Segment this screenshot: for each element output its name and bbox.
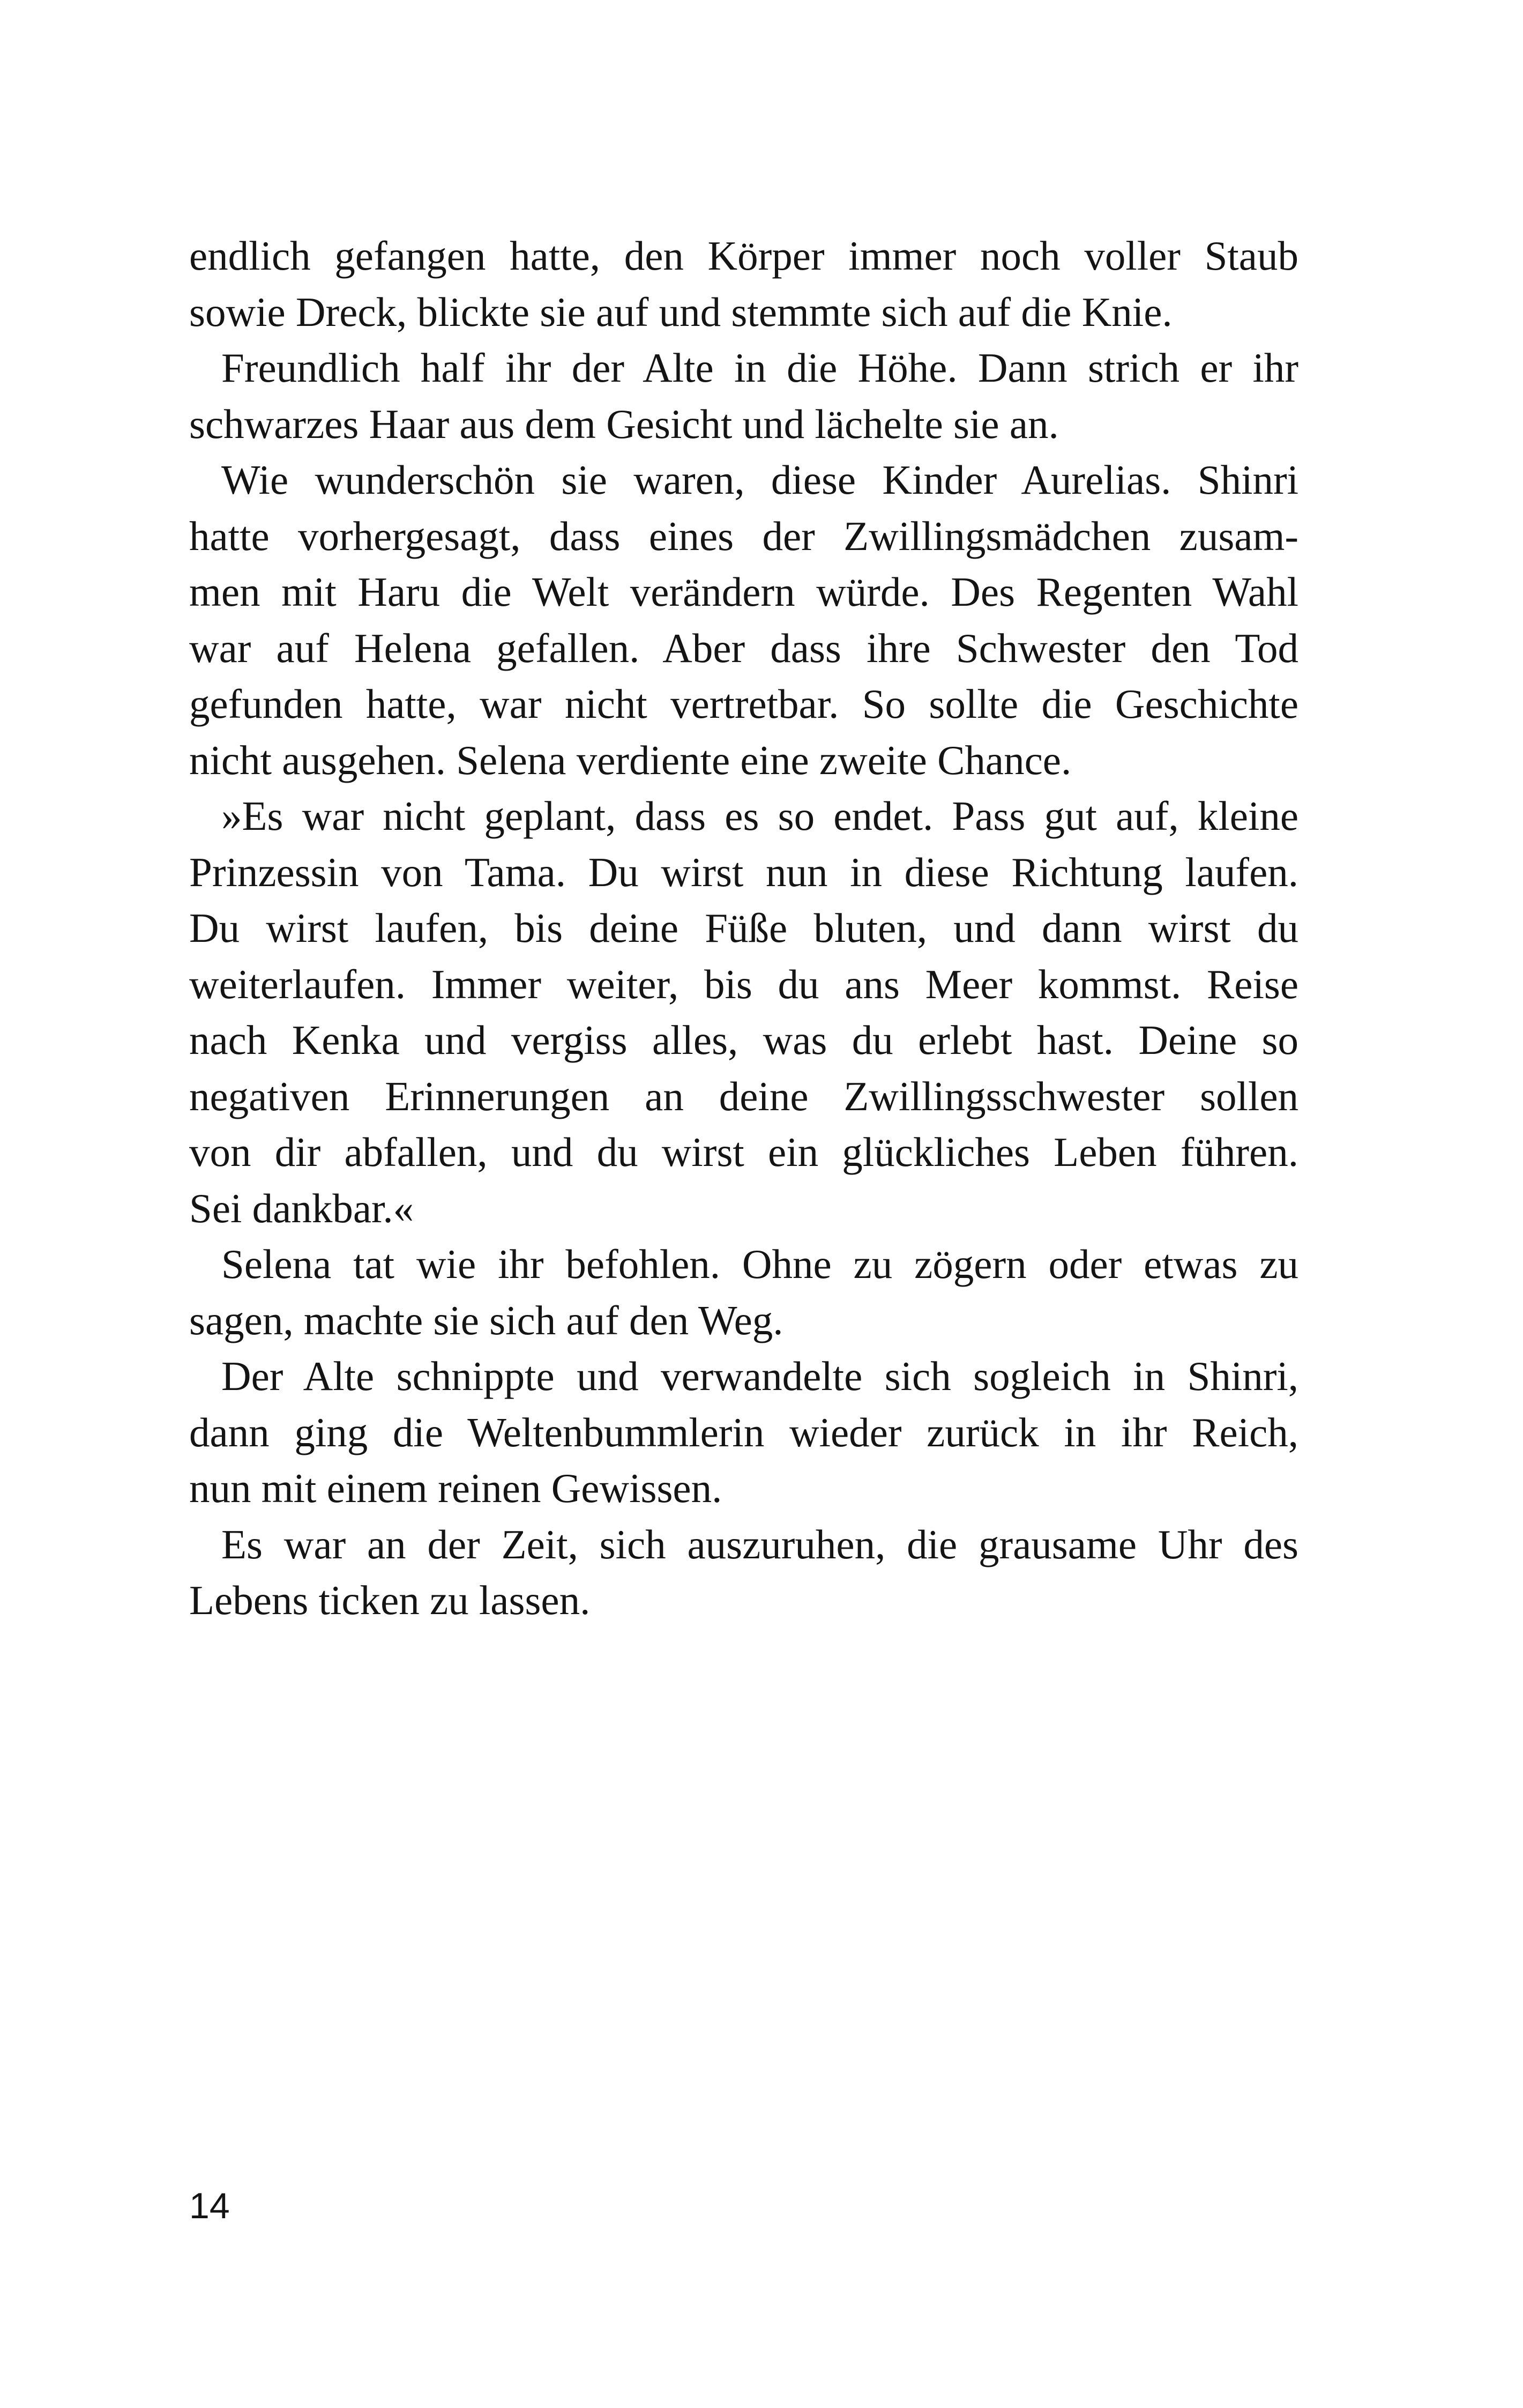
text-line: dann ging die Weltenbummlerin wieder zurück in ihr Reich, [189,1409,1298,1455]
body-text [189,228,1298,1629]
text-line: Es war an der Zeit, sich auszuruhen, die grausame Uhr des [221,1521,1298,1567]
text-line: Der Alte schnippte und verwandelte sich sogleich in Shinri, [221,1353,1298,1399]
text-line: schwarzes Haar aus dem Gesicht und lächelte sie an. [189,400,1059,447]
text-line: Selena tat wie ihr befohlen. Ohne zu zögern oder etwas zu [221,1241,1298,1287]
text-line: Freundlich half ihr der Alte in die Höhe. Dann strich er ihr [221,345,1298,391]
text-line: hatte vorhergesagt, dass eines der Zwillingsmädchen zusam- [189,512,1298,559]
text-line: von dir abfallen, und du wirst ein glückliches Leben führen. [189,1129,1298,1175]
text-line: nicht ausgehen. Selena verdiente eine zweite Chance. [189,737,1072,783]
text-line: Du wirst laufen, bis deine Füße bluten, und dann wirst du [189,905,1298,951]
text-line: negativen Erinnerungen an deine Zwillingsschwester sollen [189,1073,1298,1119]
text-line: nun mit einem reinen Gewissen. [189,1465,722,1511]
text-line: weiterlaufen. Immer weiter, bis du ans Meer kommst. Reise [189,961,1298,1007]
text-line: gefunden hatte, war nicht vertretbar. So sollte die Geschichte [189,681,1298,727]
text-line: Prinzessin von Tama. Du wirst nun in diese Richtung laufen. [189,849,1298,895]
text-line: sagen, machte sie sich auf den Weg. [189,1297,783,1343]
text-line: Lebens ticken zu lassen. [189,1577,591,1623]
text-line: Wie wunderschön sie waren, diese Kinder Aurelias. Shinri [221,457,1298,503]
text-line: sowie Dreck, blickte sie auf und stemmte sich auf die Knie. [189,288,1173,335]
paragraph-1 [189,228,1298,340]
text-line: Sei dankbar.« [189,1185,414,1231]
paragraph-5 [189,1236,1298,1348]
paragraph-4 [189,788,1298,1236]
paragraph-6 [189,1348,1298,1517]
text-line: nach Kenka und vergiss alles, was du erlebt hast. Deine so [189,1017,1298,1063]
text-line: endlich gefangen hatte, den Körper immer noch voller Staub [189,233,1298,279]
paragraph-7 [189,1517,1298,1629]
paragraph-3 [189,452,1298,788]
text-line: »Es war nicht geplant, dass es so endet. Pass gut auf, kleine [221,793,1298,839]
text-line: men mit Haru die Welt verändern würde. Des Regenten Wahl [189,569,1298,615]
page-number: 14 [189,2186,230,2226]
paragraph-2 [189,340,1298,452]
text-line: war auf Helena gefallen. Aber dass ihre Schwester den Tod [189,625,1298,671]
